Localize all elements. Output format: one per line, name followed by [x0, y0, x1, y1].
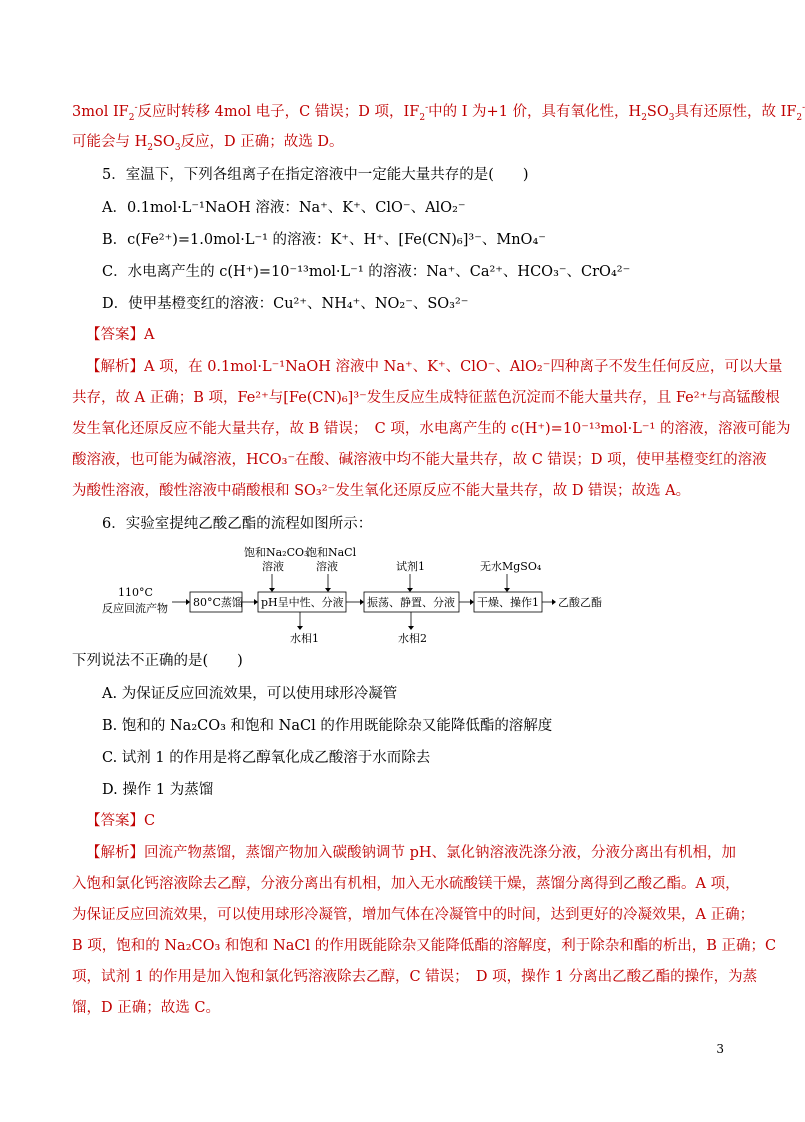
flow-aqueous-1: 水相1: [290, 632, 319, 645]
q5-explanation-line4: 酸溶液，也可能为碱溶液，HCO₃⁻在酸、碱溶液中均不能大量共存，故 C 错误；D 项，使甲基橙变红的溶液: [72, 452, 767, 468]
q5-option-d: D．使甲基橙变红的溶液：Cu²⁺、NH₄⁺、NO₂⁻、SO₃²⁻: [102, 296, 469, 312]
q6-explanation-line1: 【解析】回流产物蒸馏，蒸馏产物加入碳酸钠调节 pH、氯化钠溶液洗涤分液，分液分离出有机相，加: [86, 845, 737, 861]
q5-option-c: C．水电离产生的 c(H⁺)=10⁻¹³mol·L⁻¹ 的溶液：Na⁺、Ca²⁺、HCO₃⁻、CrO₄²⁻: [102, 264, 631, 280]
q6-explanation-line2: 入饱和氯化钙溶液除去乙醇，分液分离出有机相，加入无水硫酸镁干燥，蒸馏分离得到乙酸乙酯。A 项，: [72, 876, 740, 892]
page-number: 3: [716, 1042, 724, 1056]
flow-reagent-na2co3: 饱和Na₂CO₃: [244, 546, 309, 559]
q5-option-a: A．0.1mol·L⁻¹NaOH 溶液：Na⁺、K⁺、ClO⁻、AlO₂⁻: [102, 200, 466, 216]
flow-aqueous-2: 水相2: [398, 632, 427, 645]
svg-text:溶液: 溶液: [262, 560, 284, 573]
q6-option-a: A. 为保证反应回流效果，可以使用球形冷凝管: [102, 686, 398, 702]
q6-option-b: B. 饱和的 Na₂CO₃ 和饱和 NaCl 的作用既能除杂又能降低酯的溶解度: [102, 718, 553, 734]
q5-explanation-line3: 发生氧化还原反应不能大量共存，故 B 错误； C 项，水电离产生的 c(H⁺)=10⁻¹³mol·L⁻¹ 的溶液，溶液可能为: [72, 421, 791, 437]
flow-reagent-1: 试剂1: [396, 560, 425, 573]
q6-explanation-line4: B 项，饱和的 Na₂CO₃ 和饱和 NaCl 的作用既能除杂又能降低酯的溶解度，利于除杂和酯的析出，B 正确；C: [72, 938, 777, 954]
q5-answer: 【答案】A: [86, 327, 155, 343]
q6-explanation-line6: 馏，D 正确；故选 C。: [72, 1000, 220, 1016]
flow-end-label: 乙酸乙酯: [558, 596, 602, 609]
q6-stem: 6．实验室提纯乙酸乙酯的流程如图所示：: [102, 516, 373, 532]
q5-stem: 5．室温下，下列各组离子在指定溶液中一定能大量共存的是( ): [102, 167, 529, 183]
q6-option-c: C. 试剂 1 的作用是将乙醇氧化成乙酸溶于水而除去: [102, 750, 431, 766]
flow-box-dry-label: 干燥、操作1: [477, 596, 539, 609]
flow-arrowhead: [186, 599, 190, 605]
q5-explanation-line5: 为酸性溶液，酸性溶液中硝酸根和 SO₃²⁻发生氧化还原反应不能大量共存，故 D 错误；故选 A。: [72, 483, 691, 499]
q6-explanation-line3: 为保证反应回流效果，可以使用球形冷凝管，增加气体在冷凝管中的时间，达到更好的冷凝效果，A 正确；: [72, 907, 755, 923]
flow-box-wash-label: 振荡、静置、分液: [367, 596, 455, 609]
q6-explanation-line5: 项，试剂 1 的作用是加入饱和氯化钙溶液除去乙醇，C 错误； D 项，操作 1 分离出乙酸乙酯的操作，为蒸: [72, 969, 758, 985]
q5-explanation-line2: 共存，故 A 正确；B 项，Fe²⁺与[Fe(CN)₆]³⁻发生反应生成特征蓝色沉淀而不能大量共存，且 Fe²⁺与高锰酸根: [72, 390, 780, 406]
q6-option-d: D. 操作 1 为蒸馏: [102, 782, 214, 798]
prev-tail-line1: 3mol $IF_2^-$反应时转移 4mol 电子，C 错误；D 项，$IF_2^-$中的 I 为+1 价，具有氧化性，$H_2SO_3$具有还原性，故 $IF_2^-$: [72, 103, 805, 123]
flow-start-temp: 110°C: [118, 586, 153, 599]
flow-start-label: 反应回流产物: [102, 602, 168, 615]
q6-flowchart: [0, 540, 794, 650]
flow-reagent-nacl: 饱和NaCl: [306, 546, 357, 559]
prev-tail-line2: 可能会与 $H_2SO_3$反应，D 正确；故选 D。: [72, 134, 344, 153]
flow-reagent-mgso4: 无水MgSO₄: [480, 560, 542, 573]
flow-box-distill-label: 80°C蒸馏: [193, 596, 243, 609]
q5-explanation-line1: 【解析】A 项，在 0.1mol·L⁻¹NaOH 溶液中 Na⁺、K⁺、ClO⁻、AlO₂⁻四种离子不发生任何反应，可以大量: [86, 359, 783, 375]
q5-option-b: B．c(Fe²⁺)=1.0mol·L⁻¹ 的溶液：K⁺、H⁺、[Fe(CN)₆]³⁻、MnO₄⁻: [102, 232, 546, 248]
q6-answer: 【答案】C: [86, 813, 156, 829]
q6-sub-question: 下列说法不正确的是( ): [72, 653, 243, 669]
svg-text:溶液: 溶液: [316, 560, 338, 573]
flow-box-neutralize-label: pH呈中性、分液: [261, 596, 344, 609]
